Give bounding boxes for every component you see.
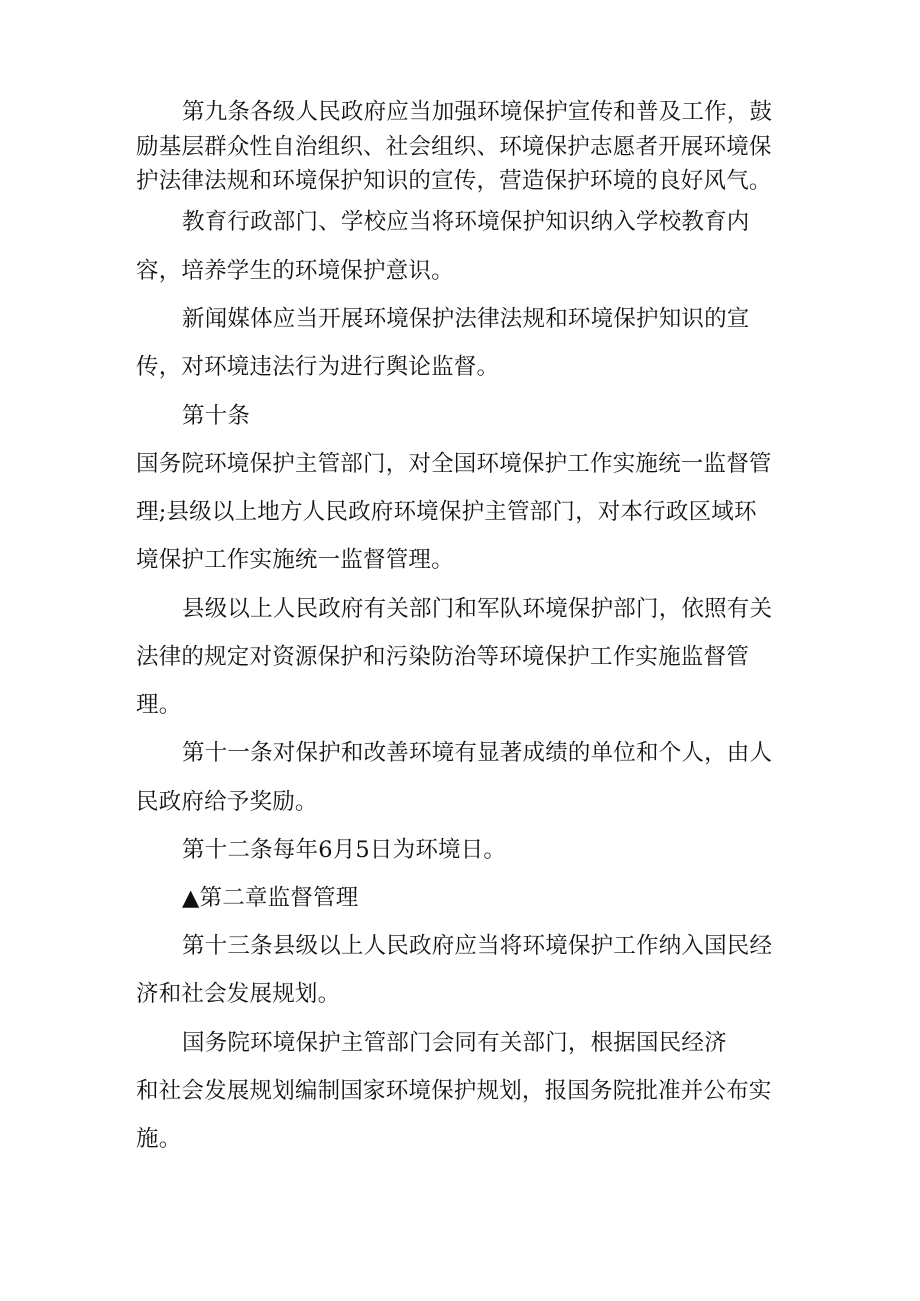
text-line: 法律的规定对资源保护和污染防治等环境保护工作实施监督管 <box>136 644 749 670</box>
text-line: 励基层群众性自治组织、社会组织、环境保护志愿者开展环境保 <box>136 134 772 160</box>
text-line: 济和社会发展规划。 <box>136 981 341 1007</box>
text-line: 境保护工作实施统一监督管理。 <box>136 547 454 573</box>
text-line: 县级以上人民政府有关部门和军队环境保护部门，依照有关 <box>182 596 773 622</box>
text-line: 理;县级以上地方人民政府环境保护主管部门，对本行政区域环 <box>136 499 757 525</box>
text-line: 第九条各级人民政府应当加强环境保护宣传和普及工作，鼓 <box>182 99 773 125</box>
text-line: 第十条 <box>182 403 251 429</box>
text-line: 第十一条对保护和改善环境有显著成绩的单位和个人，由人 <box>182 740 773 766</box>
text-line: 第十三条县级以上人民政府应当将环境保护工作纳入国民经 <box>182 933 773 959</box>
text-line: 教育行政部门、学校应当将环境保护知识纳入学校教育内 <box>182 209 750 235</box>
text-line: ▲第二章监督管理 <box>182 885 359 911</box>
text-line: 护法律法规和环境保护知识的宣传，营造保护环境的良好风气。 <box>136 168 772 194</box>
text-line: 理。 <box>136 692 182 718</box>
text-line: 民政府给予奖励。 <box>136 789 318 815</box>
text-line: 容，培养学生的环境保护意识。 <box>136 258 454 284</box>
text-line: 传，对环境违法行为进行舆论监督。 <box>136 354 500 380</box>
text-line: 施。 <box>136 1126 182 1152</box>
text-line: 国务院环境保护主管部门会同有关部门，根据国民经济 <box>182 1030 727 1056</box>
text-line: 国务院环境保护主管部门，对全国环境保护工作实施统一监督管 <box>136 451 772 477</box>
text-line: 和社会发展规划编制国家环境保护规划，报国务院批准并公布实 <box>136 1078 772 1104</box>
text-line: 新闻媒体应当开展环境保护法律法规和环境保护知识的宣 <box>182 306 750 332</box>
text-line: 第十二条每年6月5日为环境日。 <box>182 837 507 863</box>
